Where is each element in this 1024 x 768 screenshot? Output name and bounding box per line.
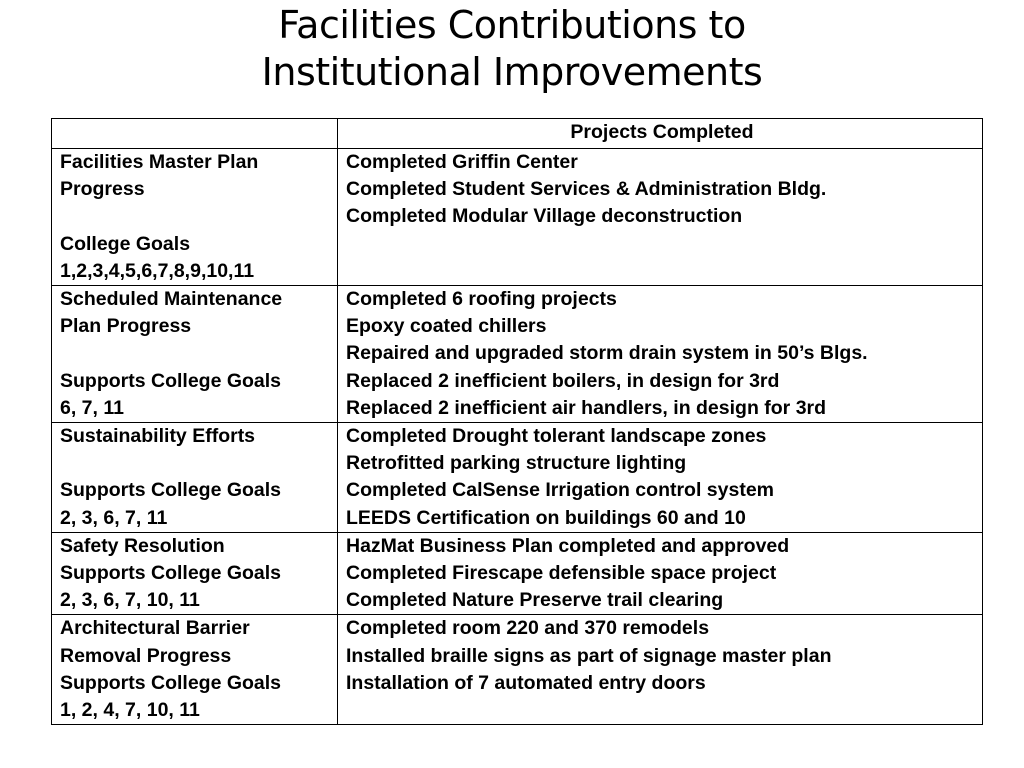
row-goal-line: College Goals xyxy=(60,232,191,255)
row-label-line: Plan Progress xyxy=(60,315,192,338)
table-header-row xyxy=(52,119,983,149)
project-item: Completed Griffin Center xyxy=(346,151,578,173)
row-label-cell xyxy=(52,286,338,423)
row-label-cell xyxy=(52,532,338,615)
project-item: LEEDS Certification on buildings 60 and 10 xyxy=(346,506,746,529)
row-label-cell xyxy=(52,615,338,725)
table-row xyxy=(52,286,983,423)
project-item: Completed Firescape defensible space project xyxy=(346,562,777,585)
row-projects-cell xyxy=(338,149,983,286)
slide-title xyxy=(0,2,1024,96)
slide-title-line-2: Institutional Improvements xyxy=(261,50,763,94)
table-row xyxy=(52,615,983,725)
row-label-cell xyxy=(52,423,338,533)
project-item: Completed room 220 and 370 remodels xyxy=(346,617,710,640)
row-label-line: Scheduled Maintenance xyxy=(60,288,283,310)
row-label-cell xyxy=(52,149,338,286)
project-item: Replaced 2 inefficient boilers, in design for 3rd xyxy=(346,369,780,392)
row-goal-line: Supports College Goals xyxy=(60,479,282,502)
project-item: Epoxy coated chillers xyxy=(346,315,547,338)
row-projects-cell xyxy=(338,286,983,423)
table-row xyxy=(52,423,983,533)
row-goal-line: 2, 3, 6, 7, 11 xyxy=(60,506,168,529)
table-row xyxy=(52,532,983,615)
row-label-line: Sustainability Efforts xyxy=(60,425,256,448)
row-label-line: Removal Progress xyxy=(60,644,232,667)
header-left-cell xyxy=(52,119,338,149)
project-item: Completed Drought tolerant landscape zones xyxy=(346,425,767,448)
row-goal-line: Supports College Goals xyxy=(60,671,282,694)
project-item: Installed braille signs as part of signage master plan xyxy=(346,644,832,667)
slide-title-line-1: Facilities Contributions to xyxy=(278,3,746,47)
row-goal-line: 6, 7, 11 xyxy=(60,396,124,419)
row-label-line: Facilities Master Plan xyxy=(60,151,259,173)
row-goal-line: 1,2,3,4,5,6,7,8,9,10,11 xyxy=(60,259,255,282)
project-item: Completed CalSense Irrigation control system xyxy=(346,479,775,502)
row-projects-cell xyxy=(338,532,983,615)
project-item: Repaired and upgraded storm drain system in 50’s Blgs. xyxy=(346,342,868,365)
project-item: Completed 6 roofing projects xyxy=(346,288,617,310)
project-item: HazMat Business Plan completed and approved xyxy=(346,534,790,557)
project-item: Completed Student Services & Administration Bldg. xyxy=(346,178,827,201)
row-label-line: Safety Resolution xyxy=(60,534,225,557)
row-goal-line: 1, 2, 4, 7, 10, 11 xyxy=(60,699,200,722)
project-item: Retrofitted parking structure lighting xyxy=(346,452,687,475)
row-label-line: Progress xyxy=(60,178,145,201)
project-item: Completed Modular Village deconstruction xyxy=(346,205,743,228)
project-item: Installation of 7 automated entry doors xyxy=(346,671,706,694)
project-item: Completed Nature Preserve trail clearing xyxy=(346,589,724,612)
row-label-line: Architectural Barrier xyxy=(60,617,250,640)
row-projects-cell xyxy=(338,615,983,725)
project-item: Replaced 2 inefficient air handlers, in design for 3rd xyxy=(346,396,827,419)
row-goal-line: Supports College Goals xyxy=(60,562,282,585)
header-projects-completed: Projects Completed xyxy=(338,119,983,149)
table-row xyxy=(52,149,983,286)
row-goal-line: Supports College Goals xyxy=(60,369,282,392)
row-goal-line: 2, 3, 6, 7, 10, 11 xyxy=(60,589,200,612)
row-projects-cell xyxy=(338,423,983,533)
facilities-table xyxy=(51,118,983,725)
